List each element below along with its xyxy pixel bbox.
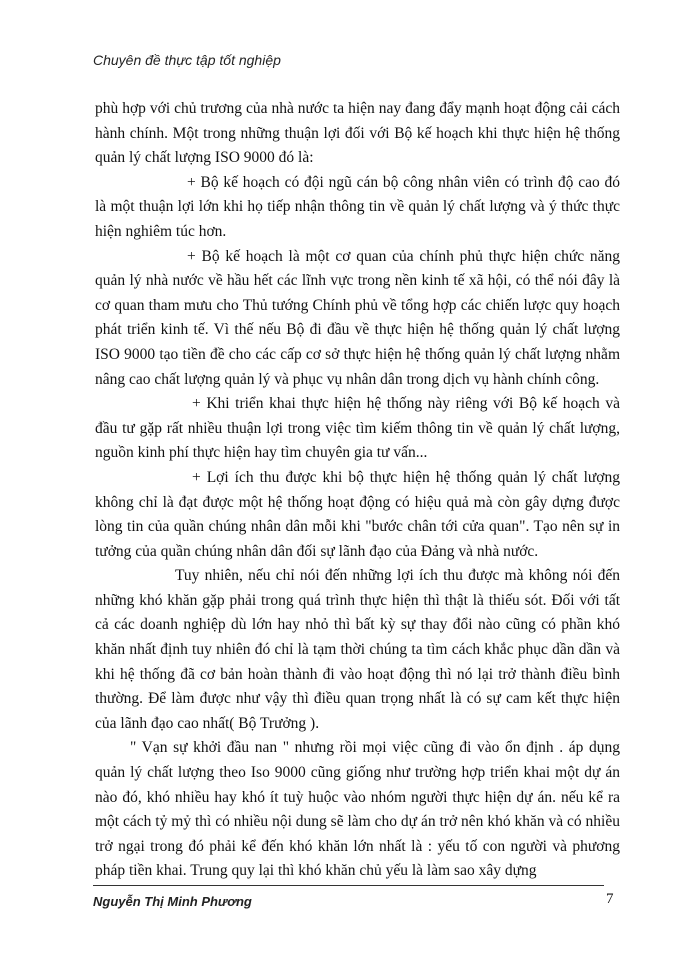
page-number: 7	[606, 891, 614, 907]
paragraph-5: + Lợi ích thu được khi bộ thực hiện hệ thống quản lý chất lượng không chỉ là đạt được một hệ thống hoạt động có hiệu quả mà còn gây dựng được lòng tin của quần chúng nhân dân mỗi khi "bước chân tới cửa quan". Tạo nên sự in tưởng của quần chúng nhân dân đối sự lãnh đạo của Đảng và nhà nước.	[95, 468, 620, 560]
footer-author: Nguyễn Thị Minh Phương	[93, 894, 252, 909]
paragraph-7: " Vạn sự khởi đầu nan " nhưng rồi mọi việc cũng đi vào ổn định . áp dụng quản lý chất lượng theo Iso 9000 cũng giống như trường hợp triển khai một dự án nào đó, khó nhiều hay khó ít tuỳ huộc vào nhóm người thực hiện dự án. nếu kể ra một cách tỷ mỷ thì có nhiều nội dung sẽ làm cho dự án trở nên khó khăn và có nhiều trở ngại trong đó phải kể đến khó khăn lớn nhất là : yếu tố con người và phương pháp tiền khai. Trung quy lại thì khó khăn chủ yếu là làm sao xây dựng	[95, 739, 620, 880]
paragraph-1: phù hợp với chủ trương của nhà nước ta hiện nay đang đẩy mạnh hoạt động cải cách hành chính. Một trong những thuận lợi đối với Bộ kế hoạch khi thực hiện hệ thống quản lý chất lượng ISO 9000 đó là:	[95, 100, 620, 167]
body-text	[95, 97, 620, 884]
footer-divider	[93, 885, 604, 886]
header-title: Chuyên đề thực tập tốt nghiệp	[93, 52, 281, 68]
paragraph-3: + Bộ kế hoạch là một cơ quan của chính phủ thực hiện chức năng quản lý nhà nước về hầu hết các lĩnh vực trong nền kinh tế xã hội, có thể nói đây là cơ quan tham mưu cho Thủ tướng Chính phủ về tổng hợp các chiến lược quy hoạch phát triển kinh tế. Vì thế nếu Bộ đi đầu về thực hiện hệ thống quản lý chất lượng ISO 9000 tạo tiền đề cho các cấp cơ sở thực hiện hệ thống quản lý chất lượng nhằm nâng cao chất lượng quản lý và phục vụ nhân dân trong dịch vụ hành chính công.	[95, 247, 620, 388]
paragraph-2: + Bộ kế hoạch có đội ngũ cán bộ công nhân viên có trình độ cao đó là một thuận lợi lớn khi họ tiếp nhận thông tin về quản lý chất lượng và ý thức thực hiện nghiêm túc hơn.	[95, 173, 620, 240]
paragraph-4: + Khi triển khai thực hiện hệ thống này riêng với Bộ kế hoạch và đầu tư gặp rất nhiều thuận lợi trong việc tìm kiếm thông tin về quản lý chất lượng, nguồn kinh phí thực hiện hay tìm chuyên gia tư vấn...	[95, 395, 620, 462]
paragraph-6: Tuy nhiên, nếu chỉ nói đến những lợi ích thu được mà không nói đến những khó khăn gặp phải trong quá trình thực hiện thì thật là thiếu sót. Đối với tất cả các doanh nghiệp dù lớn hay nhỏ thì bất kỳ sự thay đổi nào cũng có phần khó khăn nhất định tuy nhiên đó chỉ là tạm thời chúng ta tìm cách khắc phục dần dần và khi hệ thống đã cơ bản hoàn thành đi vào hoạt động thì nó lại trở thành điều bình thường. Để làm được như vậy thì điều quan trọng nhất là có sự cam kết thực hiện của lãnh đạo cao nhất( Bộ Trưởng ).	[95, 567, 620, 732]
